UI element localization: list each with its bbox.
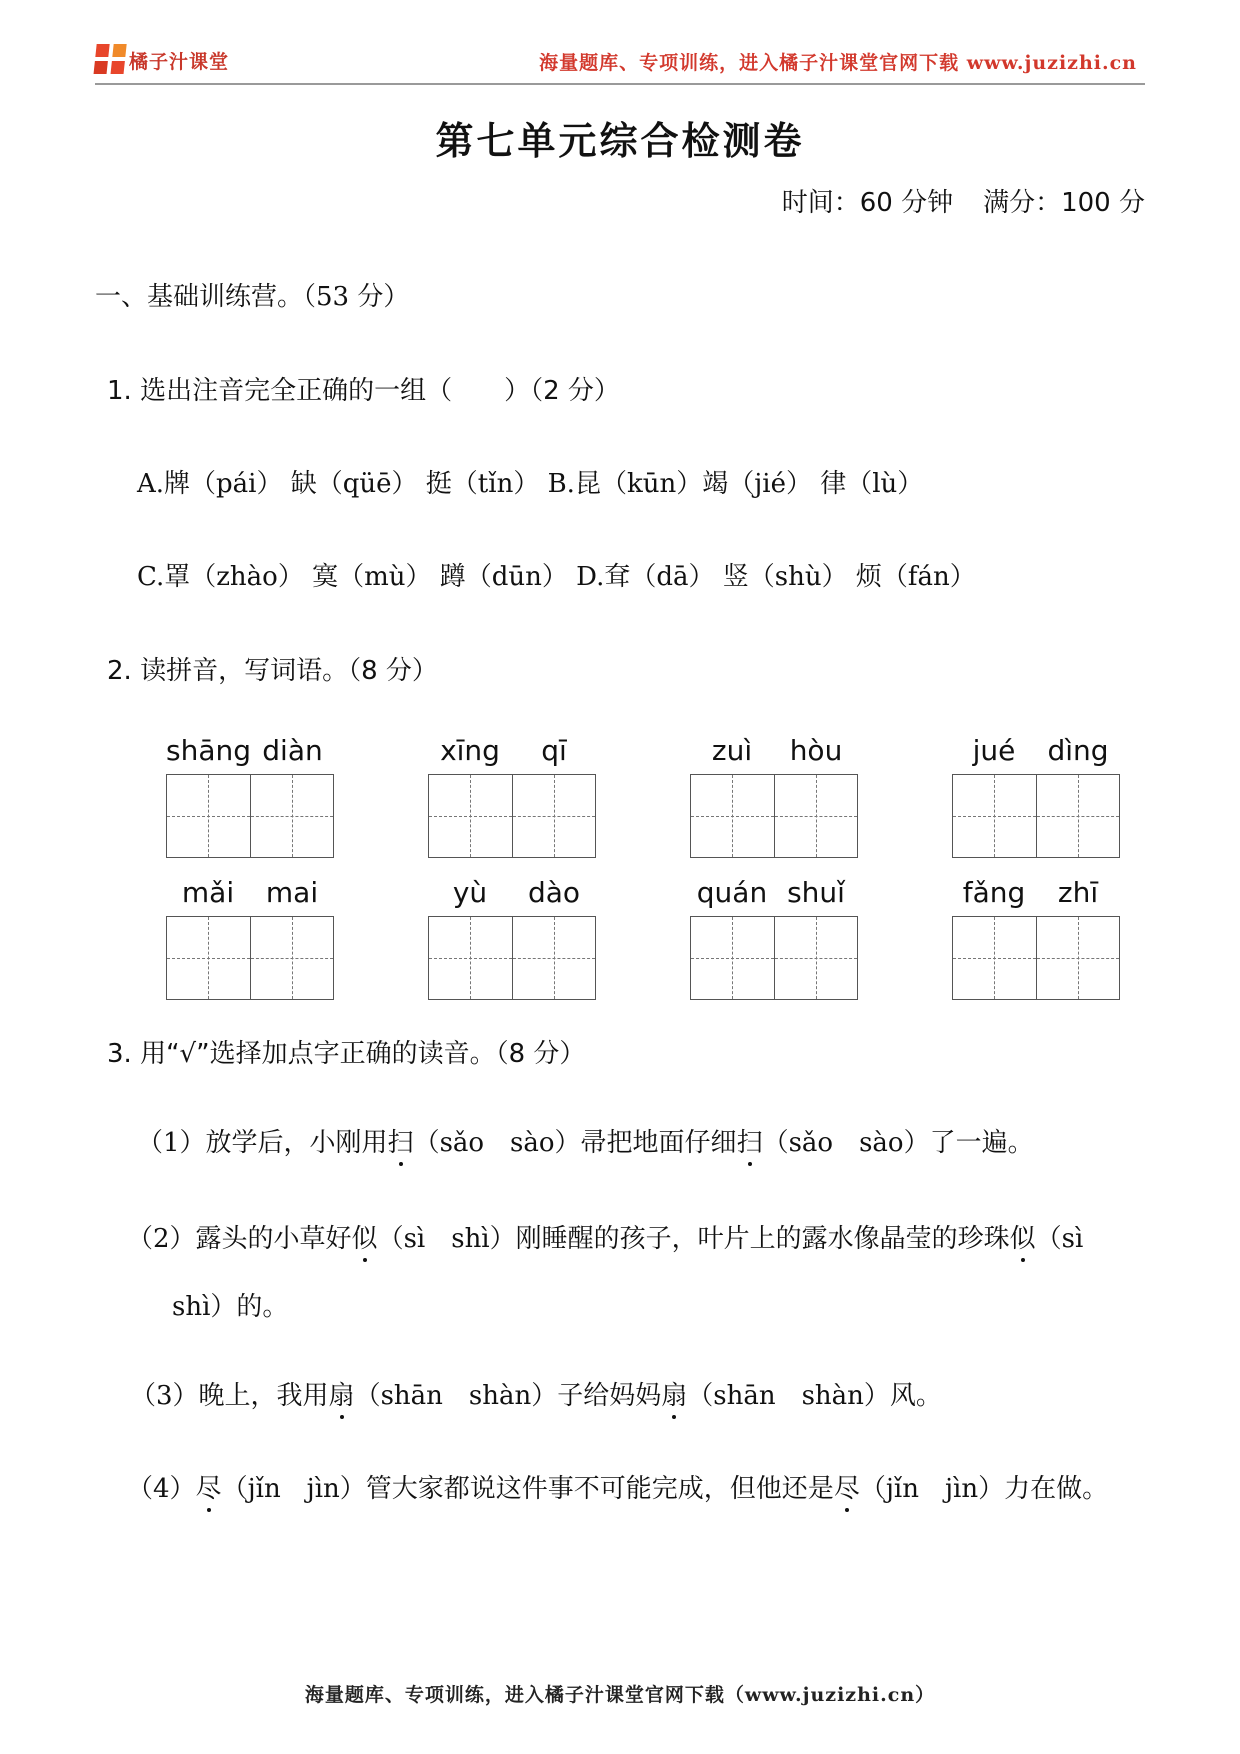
sentence-text: （sì [1035,1224,1084,1254]
question-3-sentence-2 [127,1218,1083,1255]
page-header [95,40,1145,85]
pinyin-syllable: shāng [166,734,252,767]
dotted-char: 似 [351,1224,378,1254]
pinyin-syllable: qī [541,734,567,767]
dotted-char: 尽 [833,1474,860,1504]
sentence-text: （4） [127,1474,196,1504]
sentence-text: （sǎo sào）了一遍。 [762,1128,1034,1158]
dotted-char: 扫 [387,1128,414,1158]
pinyin-syllable: hòu [789,734,843,767]
dotted-char: 尽 [195,1474,222,1504]
pinyin-syllable: zhī [1057,876,1099,909]
exam-score: 满分：100 分 [983,188,1145,218]
question-1-stem: 1. 选出注音完全正确的一组（ ）（2 分） [107,376,620,406]
question-3-sentence-2-continued: shì）的。 [172,1292,289,1322]
sentence-text: （sì shì）刚睡醒的孩子，叶片上的露水像晶莹的珍珠 [377,1224,1010,1254]
exam-time: 时间：60 分钟 [781,188,954,218]
header-slogan: 海量题库、专项训练，进入橘子汁课堂官网下载 www.juzizhi.cn [539,52,1137,74]
pinyin-syllable: mai [265,876,319,909]
sentence-text: （jǐn jìn）力在做。 [859,1474,1109,1504]
question-1-options-ab: A.牌（pái） 缺（qüē） 挺（tǐn） B.昆（kūn）竭（jié） 律（lù） [137,469,924,499]
question-3-sentence-4 [127,1468,1108,1505]
dotted-char: 扫 [736,1128,763,1158]
pinyin-syllable: diàn [262,734,323,767]
dotted-char: 似 [1009,1224,1036,1254]
question-2-stem: 2. 读拼音，写词语。（8 分） [107,656,438,686]
pinyin-syllable: yù [452,876,488,909]
question-1-options-cd: C.罩（zhào） 寞（mù） 蹲（dūn） D.耷（dā） 竖（shù） 烦（fán） [137,562,976,592]
writing-grid[interactable] [428,774,596,858]
writing-grid[interactable] [952,916,1120,1000]
writing-grid[interactable] [690,916,858,1000]
exam-meta [782,182,1145,219]
question-3-sentence-1 [137,1122,1034,1159]
writing-grid[interactable] [952,774,1120,858]
question-3-sentence-3 [130,1375,942,1412]
writing-grid[interactable] [166,774,334,858]
question-3-stem: 3. 用“√”选择加点字正确的读音。（8 分） [107,1039,586,1069]
brand-logo[interactable] [95,44,229,76]
pinyin-syllable: xīng [440,734,500,767]
writing-grid[interactable] [690,774,858,858]
pinyin-syllable: zuì [711,734,753,767]
writing-grid[interactable] [166,916,334,1000]
sentence-text: （2）露头的小草好 [127,1224,352,1254]
pinyin-syllable: fǎng [962,876,1026,909]
pinyin-syllable: jué [972,734,1016,767]
pinyin-syllable: mǎi [181,876,235,909]
sentence-text: （3）晚上，我用 [130,1381,329,1411]
sentence-text: （1）放学后，小刚用 [137,1128,388,1158]
dotted-char: 扇 [328,1381,355,1411]
dotted-char: 扇 [661,1381,688,1411]
pinyin-syllable: quán [696,876,768,909]
writing-grid[interactable] [428,916,596,1000]
pinyin-syllable: dào [527,876,581,909]
sentence-text: （sǎo sào）帚把地面仔细 [413,1128,737,1158]
sentence-text: （shān shàn）风。 [687,1381,942,1411]
logo-icon [93,44,126,76]
sentence-text: （shān shàn）子给妈妈 [354,1381,662,1411]
logo-text: 橘子汁课堂 [129,50,230,73]
pinyin-syllable: dìng [1047,734,1109,767]
sentence-text: （jǐn jìn）管大家都说这件事不可能完成，但他还是 [221,1474,834,1504]
page-title: 第七单元综合检测卷 [435,119,805,163]
pinyin-syllable: shuǐ [787,876,845,909]
page-footer: 海量题库、专项训练，进入橘子汁课堂官网下载（www.juzizhi.cn） [304,1684,936,1706]
section-heading: 一、基础训练营。（53 分） [95,282,410,312]
